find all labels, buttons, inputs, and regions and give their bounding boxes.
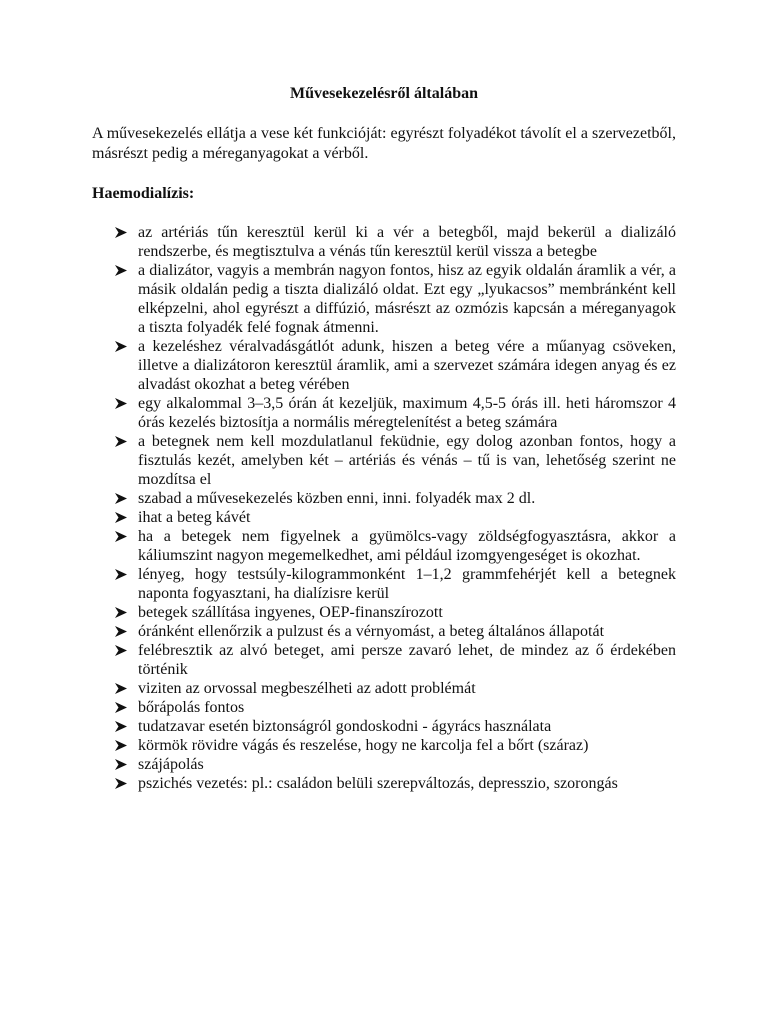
arrowhead-bullet-icon xyxy=(114,622,130,641)
bullet-list xyxy=(92,223,676,793)
arrowhead-bullet-icon xyxy=(114,489,130,508)
list-item xyxy=(92,622,676,641)
list-item xyxy=(92,774,676,793)
arrowhead-bullet-icon xyxy=(114,527,130,546)
document-page xyxy=(92,84,676,793)
list-item xyxy=(92,679,676,698)
list-item xyxy=(92,717,676,736)
list-item xyxy=(92,565,676,603)
document-title: Művesekezelésről általában xyxy=(290,85,478,102)
list-item xyxy=(92,223,676,261)
list-item xyxy=(92,736,676,755)
list-item-text: a kezeléshez véralvadásgátlót adunk, hiszen a beteg vére a műanyag csöveken, illetve a dializátoron keresztül áramlik, ami a szervezet számára idegen anyag és ez alvadást okozhat a beteg vérében xyxy=(138,338,676,393)
arrowhead-bullet-icon xyxy=(114,717,130,736)
list-item-text: óránként ellenőrzik a pulzust és a vérnyomást, a beteg általános állapotát xyxy=(138,623,605,640)
list-item xyxy=(92,432,676,489)
intro-paragraph: A művesekezelés ellátja a vese két funkcióját: egyrészt folyadékot távolít el a szervezetből, másrészt pedig a méreganyagokat a vérből. xyxy=(92,125,676,162)
list-item-text: viziten az orvossal megbeszélheti az adott problémát xyxy=(138,680,476,697)
arrowhead-bullet-icon xyxy=(114,432,130,451)
arrowhead-bullet-icon xyxy=(114,337,130,356)
list-item-text: felébresztik az alvó beteget, ami persze zavaró lehet, de mindez az ő érdekében történik xyxy=(138,642,676,678)
list-item xyxy=(92,698,676,717)
list-item xyxy=(92,508,676,527)
list-item xyxy=(92,527,676,565)
arrowhead-bullet-icon xyxy=(114,603,130,622)
arrowhead-bullet-icon xyxy=(114,641,130,660)
list-item-text: szájápolás xyxy=(138,756,204,773)
arrowhead-bullet-icon xyxy=(114,698,130,717)
arrowhead-bullet-icon xyxy=(114,774,130,793)
list-item xyxy=(92,603,676,622)
list-item xyxy=(92,755,676,774)
list-item-text: bőrápolás fontos xyxy=(138,699,245,716)
arrowhead-bullet-icon xyxy=(114,223,130,242)
list-item-text: tudatzavar esetén biztonságról gondoskodni - ágyrács használata xyxy=(138,718,552,735)
list-item-text: az artériás tűn keresztül kerül ki a vér a betegből, majd bekerül a dializáló rendszerbe, és megtisztulva a vénás tűn keresztül kerül vissza a betegbe xyxy=(138,224,676,260)
list-item-text: a dializátor, vagyis a membrán nagyon fontos, hisz az egyik oldalán áramlik a vér, a másik oldalán pedig a tiszta dializáló oldat. Ezt egy „lyukacsos” membránként kell elképzelni, ahol egyrészt a diffúzió, másrészt az ozmózis kapcsán a méreganyagok a tiszta folyadék felé fognak átmenni. xyxy=(138,262,676,336)
list-item-text: betegek szállítása ingyenes, OEP-finanszírozott xyxy=(138,604,443,621)
list-item-text: pszichés vezetés: pl.: családon belüli szerepváltozás, depresszio, szorongás xyxy=(138,775,618,792)
list-item-text: egy alkalommal 3–3,5 órán át kezeljük, maximum 4,5-5 órás ill. heti háromszor 4 órás kezelés biztosítja a normális méregtelenítést a beteg számára xyxy=(138,395,676,431)
list-item xyxy=(92,641,676,679)
arrowhead-bullet-icon xyxy=(114,679,130,698)
list-item xyxy=(92,261,676,337)
arrowhead-bullet-icon xyxy=(114,508,130,527)
list-item-text: szabad a művesekezelés közben enni, inni. folyadék max 2 dl. xyxy=(138,490,536,507)
list-item-text: körmök rövidre vágás és reszelése, hogy ne karcolja fel a bőrt (száraz) xyxy=(138,737,589,754)
arrowhead-bullet-icon xyxy=(114,261,130,280)
arrowhead-bullet-icon xyxy=(114,394,130,413)
list-item-text: lényeg, hogy testsúly-kilogrammonként 1–1,2 grammfehérjét kell a betegnek naponta fogyasztani, ha dialízisre kerül xyxy=(138,566,676,602)
list-item-text: ihat a beteg kávét xyxy=(138,509,251,526)
list-item-text: ha a betegek nem figyelnek a gyümölcs-vagy zöldségfogyasztásra, akkor a káliumszint nagyon megemelkedhet, ami például izomgyengeséget is okozhat. xyxy=(138,528,676,564)
list-item xyxy=(92,394,676,432)
list-item xyxy=(92,489,676,508)
arrowhead-bullet-icon xyxy=(114,755,130,774)
list-item-text: a betegnek nem kell mozdulatlanul feküdnie, egy dolog azonban fontos, hogy a fisztulás kezét, amelyben két – artériás és vénás – tű is van, lehetőség szerint ne mozdítsa el xyxy=(138,433,676,488)
section-heading: Haemodialízis: xyxy=(92,185,195,202)
arrowhead-bullet-icon xyxy=(114,565,130,584)
arrowhead-bullet-icon xyxy=(114,736,130,755)
list-item xyxy=(92,337,676,394)
